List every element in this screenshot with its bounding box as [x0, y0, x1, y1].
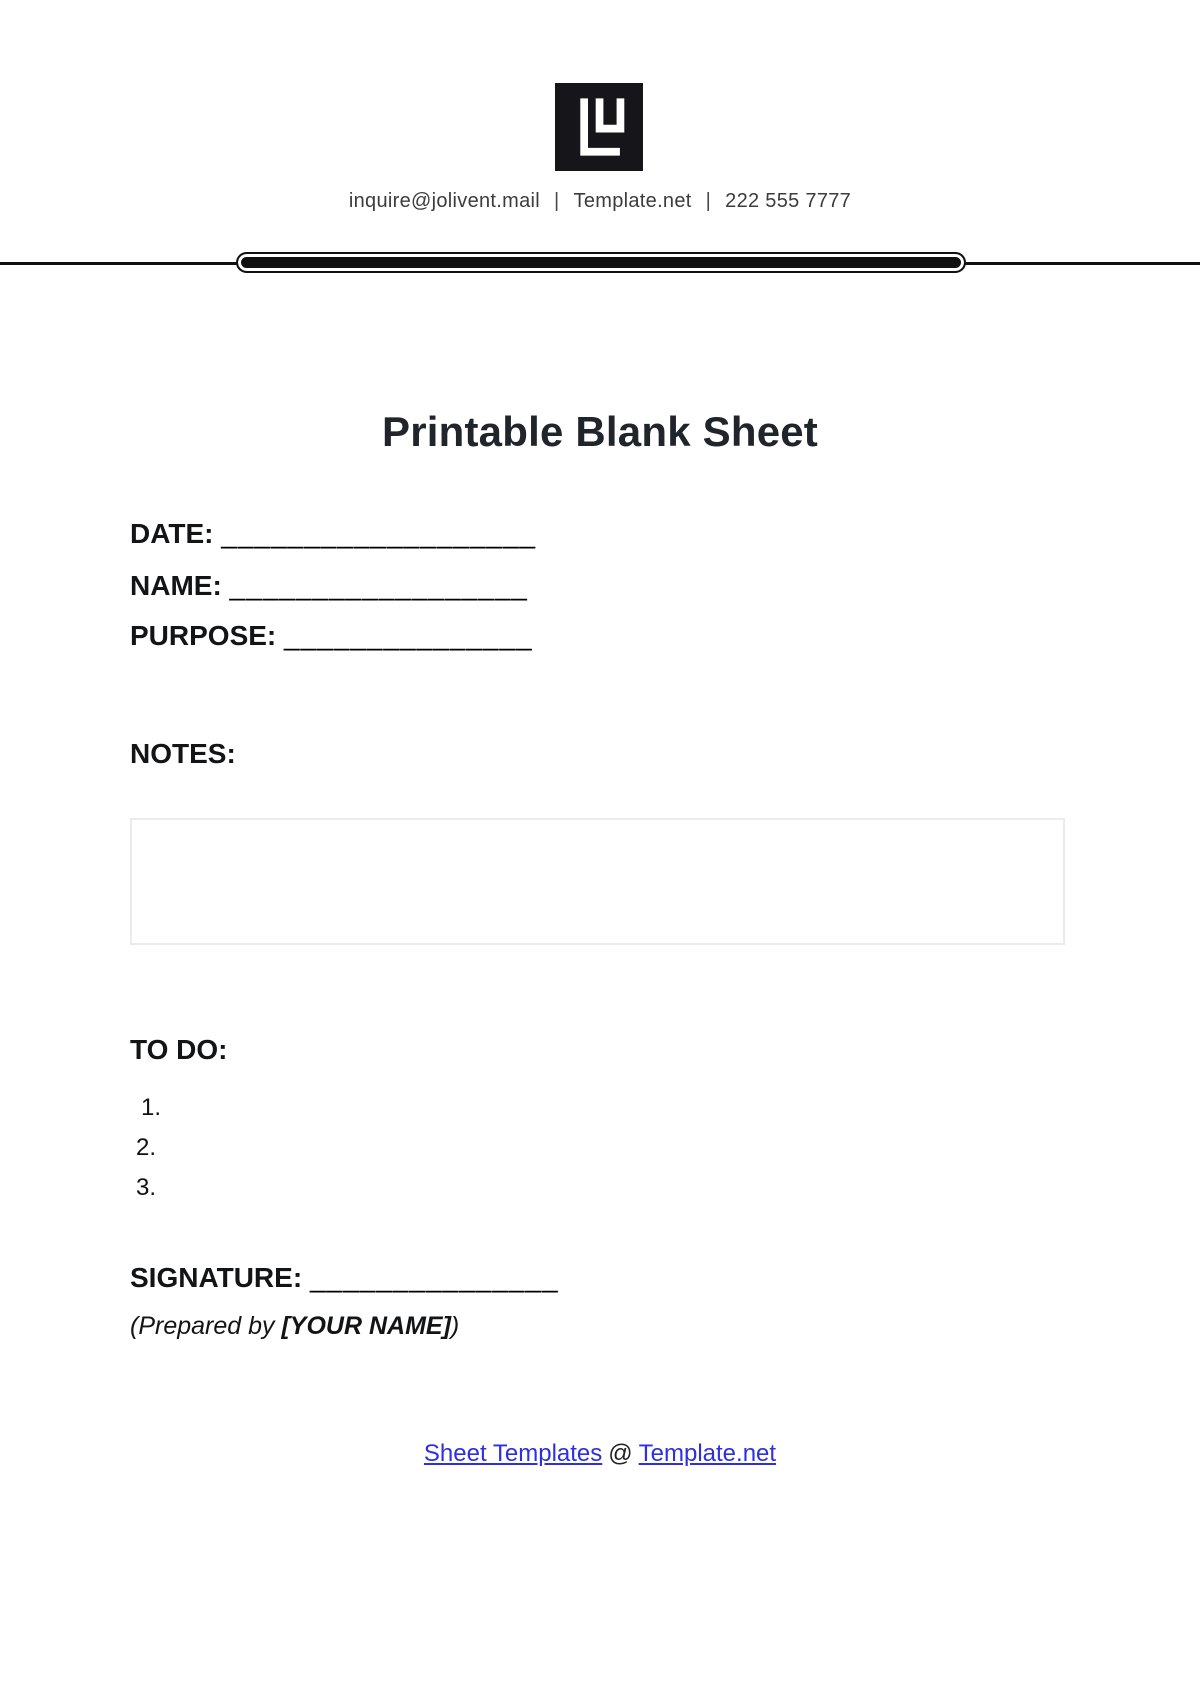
- signature-label: SIGNATURE:: [130, 1262, 303, 1293]
- todo-list-item: 3.: [136, 1174, 157, 1201]
- name-field: [130, 570, 528, 602]
- todo-label: TO DO:: [130, 1034, 228, 1065]
- purpose-blank-line: _______________: [284, 620, 533, 651]
- footer-attribution: [0, 1440, 1200, 1468]
- todo-list-item: 2.: [136, 1134, 157, 1161]
- contact-website: Template.net: [573, 190, 692, 212]
- contact-separator: |: [554, 190, 560, 212]
- notes-label: NOTES:: [130, 738, 236, 769]
- signature-blank-line: _______________: [309, 1262, 559, 1293]
- contact-info-line: [0, 190, 1200, 213]
- todo-list-item: 1.: [141, 1094, 162, 1121]
- date-blank-line: ___________________: [221, 518, 537, 549]
- page-title: Printable Blank Sheet: [382, 408, 818, 455]
- name-label: NAME:: [130, 570, 222, 601]
- prepared-by-name-placeholder: [YOUR NAME]: [281, 1312, 451, 1340]
- purpose-field: [130, 620, 533, 652]
- company-logo: [555, 83, 643, 171]
- date-field: [130, 518, 536, 550]
- template-net-link[interactable]: Template.net: [638, 1440, 777, 1467]
- contact-separator: |: [705, 190, 712, 212]
- contact-phone: 222 555 7777: [725, 190, 852, 212]
- purpose-label: PURPOSE:: [130, 620, 277, 651]
- name-blank-line: __________________: [229, 570, 528, 601]
- lu-monogram-icon: [555, 83, 643, 171]
- notes-input-box[interactable]: [130, 818, 1065, 945]
- header-divider-capsule: [236, 252, 966, 273]
- prepared-by-line: [130, 1312, 459, 1341]
- signature-field: [130, 1262, 559, 1294]
- footer-at-separator: @: [608, 1440, 633, 1467]
- contact-email: inquire@jolivent.mail: [348, 190, 541, 212]
- prepared-by-prefix: (Prepared by: [130, 1312, 282, 1340]
- sheet-templates-link[interactable]: Sheet Templates: [423, 1440, 603, 1467]
- prepared-by-suffix: ): [450, 1312, 460, 1340]
- date-label: DATE:: [130, 518, 214, 549]
